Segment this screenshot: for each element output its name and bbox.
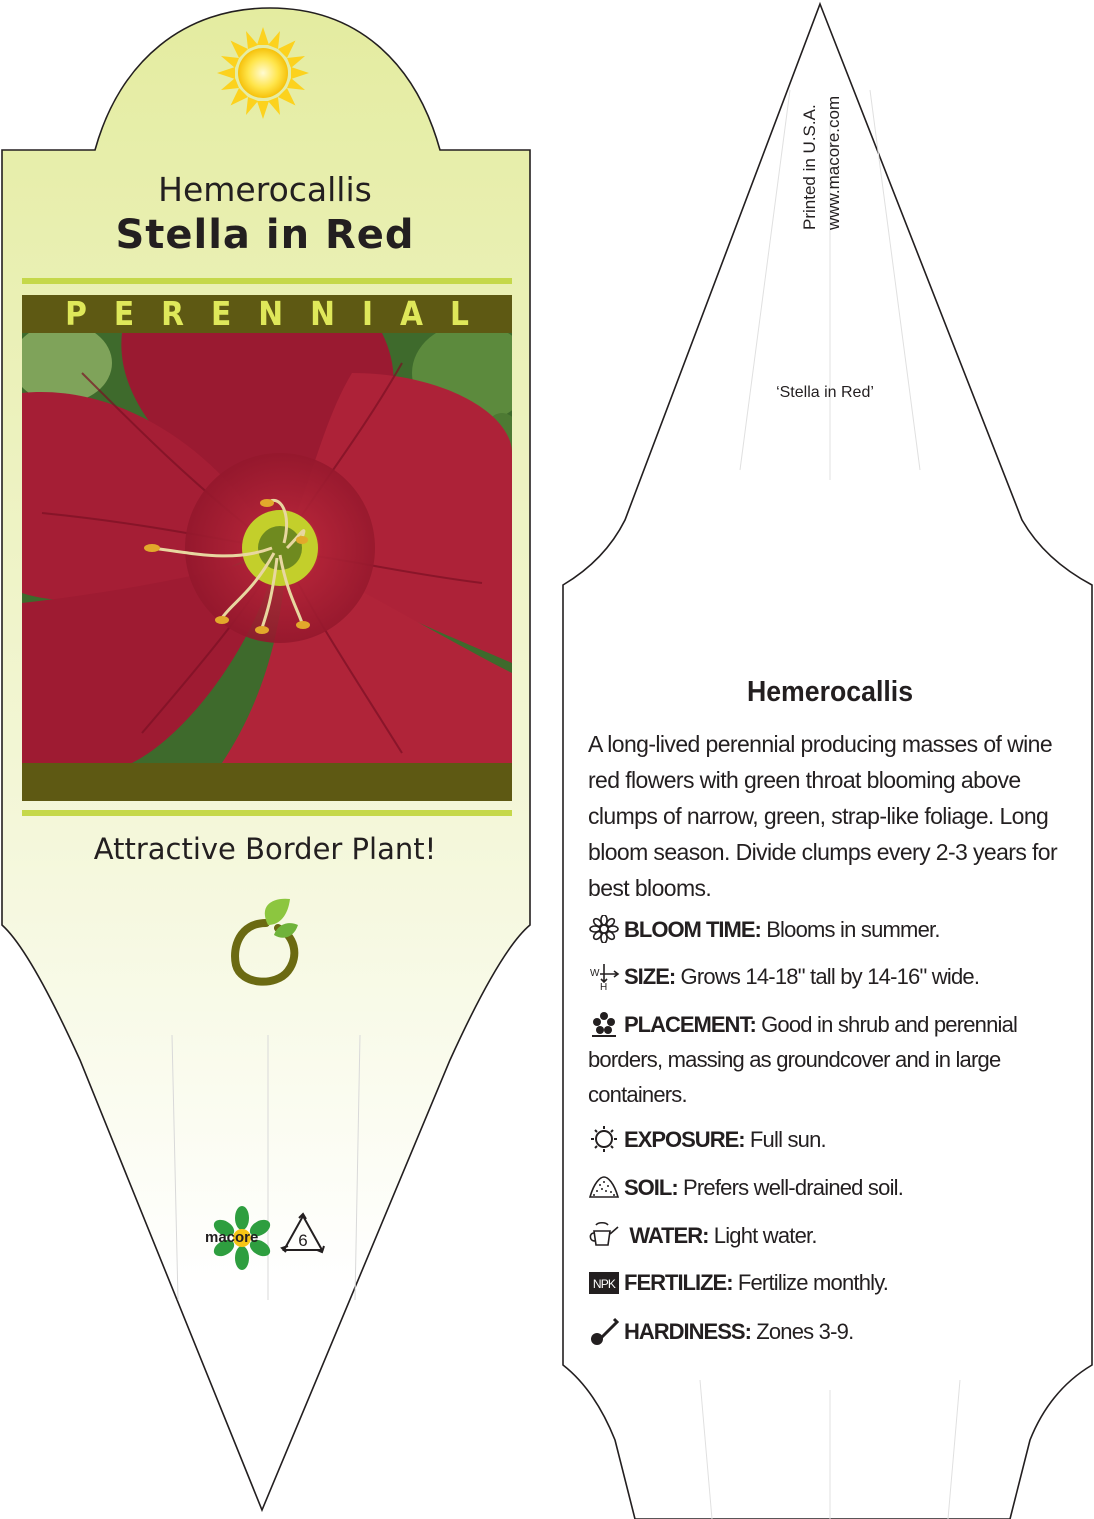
soil-text: Prefers well-drained soil. xyxy=(682,1175,904,1200)
flower-icon xyxy=(588,915,620,943)
thermometer-icon xyxy=(588,1317,620,1345)
bloom-time-label: BLOOM TIME: xyxy=(624,917,761,942)
watering-can-icon xyxy=(588,1221,620,1249)
size-text: Grows 14-18" tall by 14-16" wide. xyxy=(680,964,980,989)
flower-photo xyxy=(22,333,512,763)
exposure-label: EXPOSURE: xyxy=(624,1127,745,1152)
placement-icon xyxy=(588,1010,620,1038)
soil-icon xyxy=(588,1173,620,1201)
info-size xyxy=(588,959,1068,994)
info-exposure xyxy=(588,1122,1068,1157)
size-w-letter: W xyxy=(590,968,599,979)
back-cultivar: ‘Stella in Red’ xyxy=(776,384,874,401)
water-label: WATER: xyxy=(629,1223,709,1248)
sun-icon xyxy=(215,25,311,121)
category-band: PERENNIAL xyxy=(22,295,512,333)
photo-band xyxy=(22,763,512,801)
info-bloom-time xyxy=(588,912,1068,947)
exposure-text: Full sun. xyxy=(749,1127,826,1152)
front-genus: Hemerocallis xyxy=(158,170,372,209)
sun-outline-icon xyxy=(588,1125,620,1153)
printed-in: Printed in U.S.A. xyxy=(800,104,819,230)
placement-label: PLACEMENT: xyxy=(624,1012,756,1037)
info-fertilize xyxy=(588,1265,1068,1300)
print-info xyxy=(798,96,846,230)
fertilize-label: FERTILIZE: xyxy=(624,1270,733,1295)
npk-text: NPK xyxy=(592,1277,616,1291)
soil-label: SOIL: xyxy=(624,1175,678,1200)
macore-wordmark: macore xyxy=(205,1229,259,1246)
bloom-time-text: Blooms in summer. xyxy=(766,917,940,942)
recycle-icon xyxy=(280,1212,326,1258)
back-title: Hemerocallis xyxy=(746,676,914,708)
fertilize-text: Fertilize monthly. xyxy=(737,1270,889,1295)
size-label: SIZE: xyxy=(624,964,676,989)
hardiness-text: Zones 3-9. xyxy=(756,1319,854,1344)
front-cultivar: Stella in Red xyxy=(115,212,415,258)
placement-text: Good in shrub and perennial borders, massing as groundcover and in large containers. xyxy=(588,1012,1018,1107)
size-h-letter: H xyxy=(600,982,607,990)
info-hardiness xyxy=(588,1314,1068,1349)
tagline: Attractive Border Plant! xyxy=(93,832,437,866)
description: A long-lived perennial producing masses of wine red flowers with green throat blooming above clumps of narrow, green, strap-like foliage. Long bloom season. Divide clumps every 2-3 years for best blooms. xyxy=(588,731,1058,901)
seedling-logo-icon xyxy=(228,895,308,990)
info-soil xyxy=(588,1170,1068,1205)
water-text: Light water. xyxy=(713,1223,817,1248)
hardiness-label: HARDINESS: xyxy=(624,1319,751,1344)
npk-icon xyxy=(588,1268,620,1296)
size-arrows-icon xyxy=(588,962,620,990)
website: www.macore.com xyxy=(824,95,843,230)
info-placement xyxy=(588,1007,1068,1112)
info-water xyxy=(588,1218,1068,1253)
recycle-code: 6 xyxy=(298,1231,308,1250)
